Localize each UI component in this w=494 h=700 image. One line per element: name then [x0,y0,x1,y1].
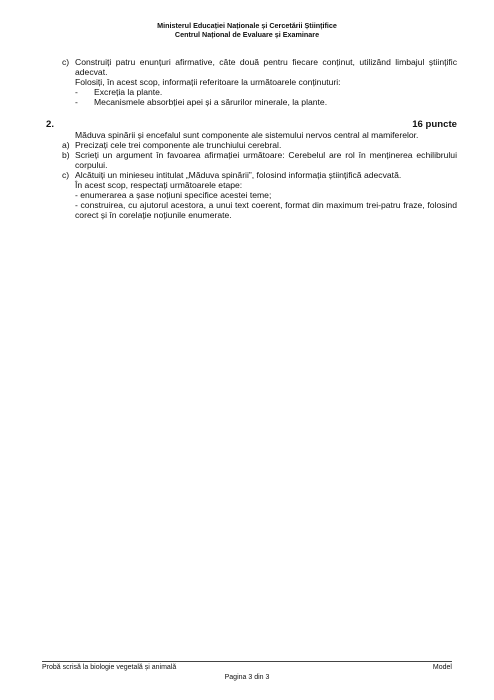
page-footer [42,661,452,682]
page-number: Pagina 3 din 3 [224,674,270,681]
item-label: c) [62,57,70,67]
list-item: - Excreția la plante. [75,87,163,97]
step-item: - construirea, cu ajutorul acestora, a unui text coerent, format din maximum trei-patru fraze, folosind corect și în corelație noțiunile enumerate. [75,200,457,220]
question-2a [62,140,457,150]
item-text: Scrieți un argument în favoarea afirmației următoare: Cerebelul are rol în menținerea echilibrului corpului. [75,150,457,170]
list-item-text: Mecanismele absorbției apei și a sărurilor minerale, la plante. [94,97,328,107]
question-2b [62,150,457,170]
question-1c [62,57,457,77]
item-instruction: Folosiți, în acest scop, informații referitoare la următoarele conținuturi: [75,77,341,87]
question-2-header [46,119,457,130]
exam-name: Probă scrisă la biologie vegetală și animală [42,664,177,671]
center-title: Centrul Național de Evaluare și Examinare [174,30,320,39]
item-text: Construiți patru enunțuri afirmative, câte două pentru fiecare conținut, utilizând limbajul științific adecvat. [75,57,457,77]
ministry-title: Ministerul Educației Naționale și Cercetării Științifice [157,21,337,30]
list-item: - Mecanismele absorbției apei și a sărurilor minerale, la plante. [75,97,328,107]
exam-content [46,57,457,220]
item-text: Alcătuiți un minieseu intitulat „Măduva spinării”, folosind informația științifică adecvată. [75,170,402,180]
step-item: - enumerarea a șase noțiuni specifice acestei teme; [75,190,272,200]
item-label: b) [62,150,70,160]
page-header [0,21,494,39]
item-instruction: În acest scop, respectați următoarele etape: [75,180,243,190]
question-intro: Măduva spinării și encefalul sunt componente ale sistemului nervos central al mamiferelor. [75,130,419,140]
list-item-text: Excreția la plante. [94,87,163,97]
question-points: 16 puncte [412,119,457,130]
question-2c [62,170,457,180]
item-label: c) [62,170,70,180]
item-text: Precizați cele trei componente ale trunchiului cerebral. [75,140,282,150]
question-number: 2. [46,119,55,130]
model-label: Model [432,664,452,671]
item-label: a) [62,140,70,150]
